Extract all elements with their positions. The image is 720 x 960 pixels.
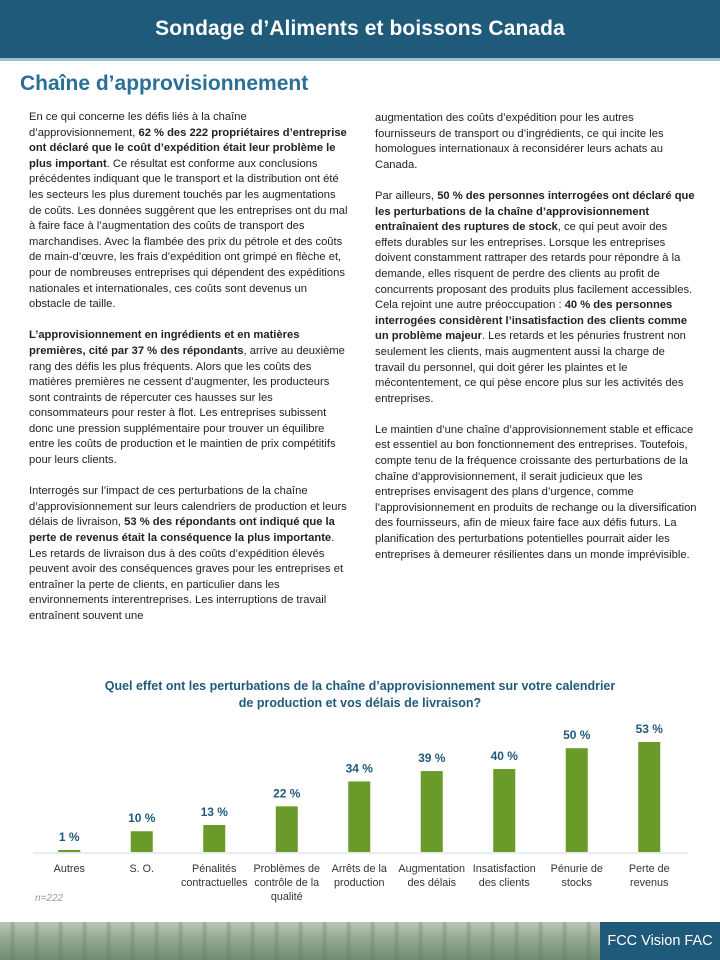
fcc-logo — [600, 922, 720, 960]
category-label: revenus — [630, 877, 669, 889]
category-label: contrôle de la — [254, 877, 320, 889]
header-banner — [0, 0, 720, 61]
paragraph — [29, 484, 351, 624]
body-text: , ce qui peut avoir des effets durables sur les entreprises. Lorsque les entreprises doivent constamment rattraper des retards pour répondre à la demande, elles risquent de perdre des clients au profit de concurrents proposant des produits plus facilement accessibles. Cela rejoint une autre préoccupation : — [375, 221, 693, 312]
section-heading: Chaîne d’approvisionnement — [20, 72, 309, 95]
body-text: . Les retards et les pénuries frustrent non seulement les clients, mais augmentent aussi la charge de travail du personnel, qui doit gérer les plaintes et le mécontentement, ce qui pèse encore plus sur les activités des entreprises. — [375, 330, 686, 405]
paragraph — [375, 423, 697, 563]
category-label: Arrêts de la — [331, 863, 387, 875]
category-label: S. O. — [129, 863, 155, 875]
emphasis-text: 50 % des personnes interrogées ont déclaré que les perturbations de la chaîne d’approvisionnement entraînaient des ruptures de stock — [375, 189, 695, 234]
right-text-column — [375, 111, 697, 579]
paragraph — [29, 110, 351, 313]
body-text: , arrive au deuxième rang des défis les plus fréquents. Alors que les coûts des matières premières ne cessent d’augmenter, les producteurs sont contraints de répercuter ces hausses sur les consommateurs pour rester à flot. Les entreprises subissent donc une pression supplémentaire pour trouver un équilibre entre les coûts de production et le maintien de prix compétitifs pour leurs clients. — [29, 344, 345, 467]
category-label: contractuelles — [180, 877, 248, 889]
bar-value-label: 1 % — [58, 829, 80, 844]
bar — [421, 771, 443, 852]
bar-value-label: 40 % — [490, 748, 518, 763]
category-label: Perte de — [628, 863, 670, 875]
body-text: Le maintien d’une chaîne d’approvisionnement stable et efficace est essentiel au bon fonctionnement des entreprises. Toutefois, compte tenu de la fréquence croissante des perturbations de la chaîne d’approvisionnement, il serait judicieux que les entreprises envisagent des plans d’urgence, comme l’approvisionnement en produits de rechange ou la diversification des fournisseurs, afin de mieux faire face aux défis futurs. La planification des perturbations potentielles pourrait aider les entreprises à demeurer résilientes dans un monde imprévisible. — [375, 423, 697, 561]
bar — [203, 825, 225, 852]
paragraph — [375, 111, 697, 173]
category-label: qualité — [270, 891, 303, 903]
bar — [566, 748, 588, 852]
bar — [131, 831, 153, 852]
emphasis-text: L’approvisionnement en ingrédients et en matières premières, cité par 37 % des répondants — [29, 329, 300, 357]
document-title: Sondage d’Aliments et boissons Canada — [155, 17, 565, 40]
chart-title-line: de production et vos délais de livraison? — [238, 696, 482, 710]
category-label: Autres — [53, 863, 85, 875]
bar-value-label: 50 % — [563, 728, 591, 743]
emphasis-text: 53 % des répondants ont indiqué que la perte de revenus était la conséquence la plus importante — [29, 516, 335, 545]
category-label: Pénalités — [192, 863, 237, 875]
paragraph — [29, 328, 351, 468]
category-label: production — [334, 877, 385, 889]
body-text: . Les retards de livraison dus à des coûts d’expédition élevés peuvent avoir des conséquences graves pour les entreprises et entraîner la perte de clients, en particulier dans les environnements interentreprises. Les interruptions de travail entraînent souvent une — [29, 532, 344, 622]
bar-value-label: 13 % — [200, 805, 228, 820]
bar-value-label: 10 % — [128, 811, 156, 826]
category-label: Problèmes de — [253, 863, 321, 875]
category-label: stocks — [561, 877, 593, 889]
bar-value-label: 39 % — [418, 751, 446, 766]
body-text: Interrogés sur l’impact de ces perturbations de la chaîne d’approvisionnement sur leurs calendriers de production et leurs délais de livraison, — [29, 485, 347, 529]
category-label: Insatisfaction — [472, 863, 536, 875]
body-text: Par ailleurs, — [375, 189, 438, 202]
footer-bottles-photo — [0, 922, 600, 960]
body-text: augmentation des coûts d’expédition pour les autres fournisseurs de transport ou d’ingrédients, ce qui incite les homologues internationaux à reconsidérer leurs achats au Canada. — [375, 112, 664, 171]
chart-title — [60, 678, 660, 712]
paragraph — [375, 189, 697, 407]
category-label: Augmentation — [398, 863, 466, 875]
bar — [58, 850, 80, 852]
category-label: Pénurie de — [550, 863, 603, 875]
bar-value-label: 34 % — [345, 761, 373, 776]
bar-value-label: 53 % — [635, 722, 663, 736]
logo-text: FCC Vision FAC — [607, 933, 713, 949]
emphasis-text: 40 % des personnes interrogées considèrent l’insatisfaction des clients comme un problème majeur — [375, 299, 688, 343]
emphasis-text: 62 % des 222 propriétaires d’entreprise ont déclaré que le coût d’expédition était leur problème le plus important — [29, 126, 347, 170]
chart-title-line: Quel effet ont les perturbations de la chaîne d’approvisionnement sur votre calendrier — [104, 679, 616, 693]
bar — [348, 781, 370, 852]
bar — [493, 769, 515, 852]
bar — [276, 806, 298, 852]
body-text: . Ce résultat est conforme aux conclusions précédentes indiquant que le transport et la distribution ont été les secteurs les plus durement touchés par les augmentations de coûts. Les données suggèrent que les entreprises ont du mal à faire face à l’augmentation des coûts de transport des marchandises. Avec la flambée des prix du pétrole et des coûts de main-d’œuvre, les frais d’expédition ont grimpé en flèche et, pour de nombreuses entreprises qui dépendent des expéditions nationales et internationales, ces coûts sont devenus un obstacle de taille. — [29, 157, 348, 311]
bar-value-label: 22 % — [273, 786, 301, 801]
body-text: En ce qui concerne les défis liés à la chaîne d’approvisionnement, — [29, 111, 247, 139]
sample-size-note: n=222 — [35, 893, 64, 904]
bar — [638, 742, 660, 852]
category-label: des délais — [407, 877, 457, 889]
left-text-column — [29, 110, 351, 640]
category-label: des clients — [478, 877, 530, 889]
